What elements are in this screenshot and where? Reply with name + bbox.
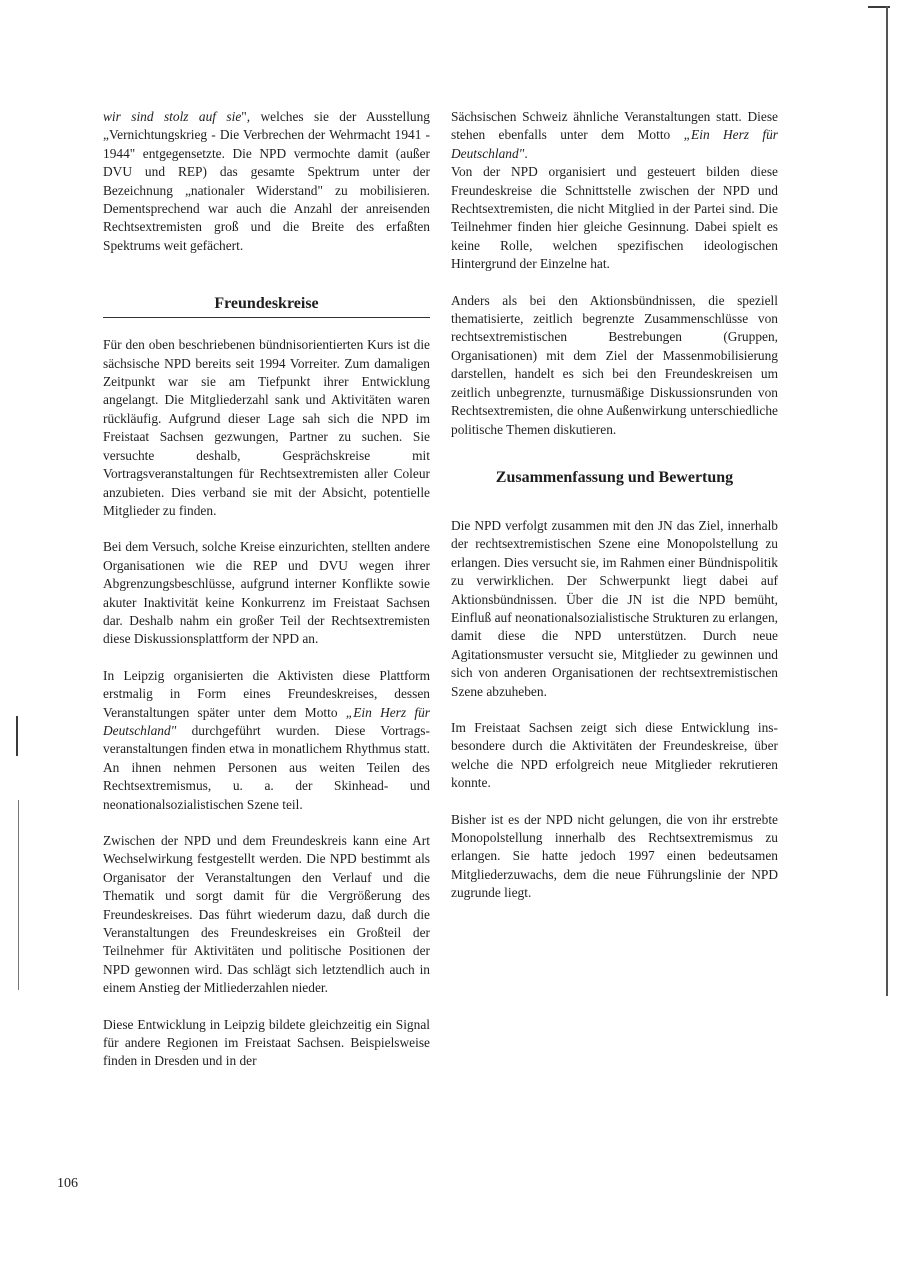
paragraph: Bei dem Versuch, solche Kreise einzurichten, stellten andere Organisationen wie die REP und DVU wegen ihrer Abgrenzungsbeschlüsse, aufgrund interner Konflikte sowie akuter Inaktivität keine Konkurrenz im Freistaat Sachsen dar. Deshalb nahm ein großer Teil der Rechtsextremisten diese Diskussionsplattform der NPD an.	[103, 539, 430, 647]
scan-margin-line-left-2	[18, 800, 19, 990]
paragraph-text: In Leipzig organisierten die Aktivisten diese Plattform erstmalig in Form eines Freundeskreises, dessen Veranstaltungen später unter dem Motto	[103, 667, 430, 720]
paragraph-italic-lead: wir sind stolz auf sie	[103, 109, 242, 124]
motto-italic: „Ein Herz für Deutschland"	[103, 704, 430, 738]
paragraph-text: .	[524, 145, 528, 161]
paragraph: Diese Entwicklung in Leipzig bildete gleichzeitig ein Signal für andere Regionen im Freistaat Sachsen. Beispielsweise finden in Dresden und in der	[103, 1016, 430, 1069]
paragraph: Zwischen der NPD und dem Freundeskreis kann eine Art Wechselwirkung festgestellt werden. Die NPD bestimmt als Organisator der Veranstaltungen den Verlauf und die Thematik und sorgt damit für die Vergrößerung des Freundeskreises. Das führt wiederum dazu, daß durch die Veranstaltungen des Freundeskreises ein Großteil der Teilnehmer für Aktivitäten und politische Positionen der NPD gewonnen wird. Das schlägt sich letztendlich auch in einem Anstieg der Mitliederzahlen nieder.	[103, 833, 430, 996]
scan-edge-line-right	[886, 6, 888, 996]
right-column	[451, 108, 778, 921]
page-number: 106	[57, 1176, 78, 1191]
paragraph: Anders als bei den Aktionsbündnissen, die speziell thematisierte, zeitlich begrenzte Zusammenschlüsse von rechtsextremistischen Bestrebungen (Gruppen, Organisationen) mit dem Ziel der Massenmobilisierung darstellen, handelt es sich bei den Freundeskreisen um zeitlich unbegrenzte, turnusmäßige Diskussionsrunden von Rechtsextremisten, die ohne Außenwirkung unterschiedliche politische Themen diskutieren.	[451, 292, 778, 437]
paragraph: Von der NPD organisiert und gesteuert bilden diese Freundeskreise die Schnittstelle zwischen der NPD und Rechtsextremisten, die nicht Mitglied in der Partei sind. Die Teilnehmer finden hier gleiche Gesinnung. Dabei spielt es keine Rolle, welchen spezifischen ideologischen Hintergrund der Einzelne hat.	[451, 164, 778, 272]
section-heading-freundeskreise: Freundeskreise	[214, 295, 319, 313]
scan-margin-line-left	[16, 716, 18, 756]
paragraph: Für den oben beschriebenen bündnisorientierten Kurs ist die sächsische NPD bereits seit 1994 Vorreiter. Zum damaligen Zeitpunkt war sie am Tiefpunkt ihrer Entwicklung angelangt. Die Mitgliederzahl sank und Aktivitäten waren rückläufig. Aufgrund dieser Lage sah sich die NPD im Freistaat Sachsen gezwungen, Partner zu suchen. Sie versuchte deshalb, Gesprächskreise mit Vortragsveranstaltungen für Rechtsextremisten aller Coleur anzubieten. Dies verband sie mit der Absicht, potentielle Mitglieder zu finden.	[103, 337, 430, 518]
paragraph-text: Sächsischen Schweiz ähnliche Veranstaltungen statt. Diese stehen ebenfalls unter dem Motto	[451, 109, 778, 143]
paragraph-text: ", welches sie der Ausstellung „Vernichtungskrieg - Die Verbrechen der Wehrmacht 1941 - 1944" entgegensetzte. Die NPD vermochte damit (außer DVU und REP) das gesamte Spektrum unter der Bezeichnung „nationaler Widerstand" zu mobilisieren. Dementsprechend war auch die Anzahl der anreisenden Rechtsextremisten groß und die Breite des erfaßten Spektrums weit gefächert.	[103, 109, 431, 253]
paragraph	[103, 667, 430, 814]
paragraph: Bisher ist es der NPD nicht gelungen, die von ihr erstrebte Monopolstellung innerhalb des Rechtsextremismus zu erlangen. Sie hatte jedoch 1997 einen bedeutsamen Mitgliederzuwachs, dem die neue Führungslinie der NPD zugrunde liegt.	[451, 811, 778, 901]
section-heading-zusammenfassung: Zusammenfassung und Bewertung	[495, 468, 734, 486]
paragraph: Die NPD verfolgt zusammen mit den JN das Ziel, innerhalb der rechtsextremistischen Szene eine Monopolstellung zu erlangen. Dies versucht sie, im Rahmen einer Bündnispolitik zu verwirklichen. Der Schwerpunkt liegt dabei auf Aktionsbündnissen. Über die JN ist die NPD bemüht, Einfluß auf neonationalsozialistische Strukturen zu erlangen, damit diese die NPD unterstützen. Durch neue Agitationsmuster versucht sie, Mitglieder zu gewinnen und sich von anderen Organisationen der rechtsextremistischen Szene abzuheben.	[451, 517, 778, 699]
paragraph: Im Freistaat Sachsen zeigt sich diese Entwicklung insbesondere durch die Aktivitäten der Freundeskreise, über welche die NPD erfolgreich neue Mitglieder rekrutieren konnte.	[451, 719, 778, 791]
paragraph-text: durchgeführt wurden. Diese Vortragsveranstaltungen finden etwa in monatlichem Rhythmus statt. An ihnen nehmen Personen aus weiten Teilen des Rechtsextremismus, u. a. der Skinhead- und neonationalsozialistischen Szene teil.	[103, 722, 430, 812]
heading-rule	[103, 317, 430, 318]
paragraph	[451, 108, 778, 163]
paragraph	[103, 108, 430, 255]
motto-italic: „Ein Herz für Deutschland"	[451, 127, 778, 161]
left-column	[103, 108, 430, 1071]
